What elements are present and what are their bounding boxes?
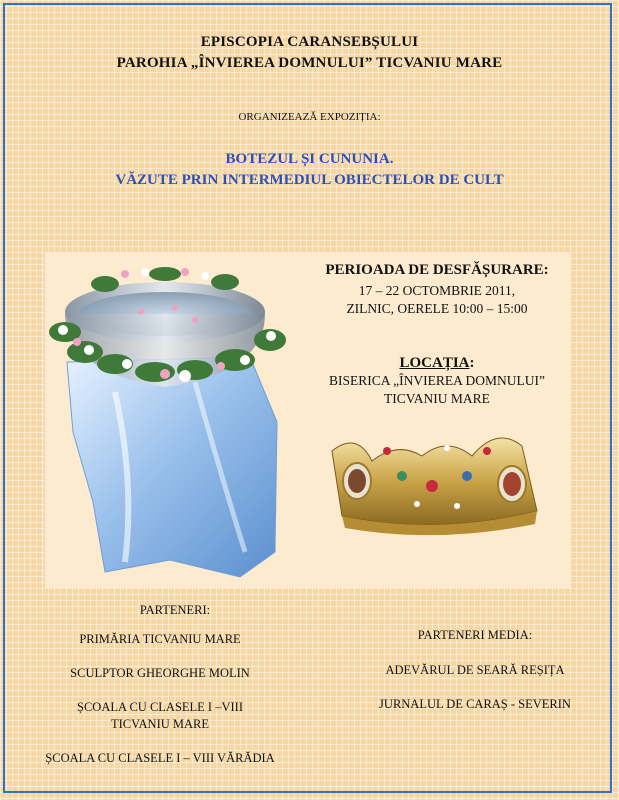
media-partner-item: JURNALUL DE CARAȘ - SEVERIN xyxy=(379,697,571,711)
baptismal-font-image xyxy=(45,252,295,588)
period-heading: PERIOADA DE DESFĂȘURARE: xyxy=(325,262,549,278)
exhibition-title-line2: VĂZUTE PRIN INTERMEDIUL OBIECTELOR DE CULT xyxy=(115,172,504,188)
header-parish: PAROHIA „ÎNVIEREA DOMNULUI” TICVANIU MARE xyxy=(116,55,503,71)
partner-item: TICVANIU MARE xyxy=(110,717,210,731)
media-partners-heading: PARTENERI MEDIA: xyxy=(417,628,533,642)
media-partner-item: ADEVĂRUL DE SEARĂ REȘIȚA xyxy=(385,663,565,677)
partner-item: PRIMĂRIA TICVANIU MARE xyxy=(79,632,241,646)
partner-item: SCULPTOR GHEORGHE MOLIN xyxy=(70,666,250,680)
location-village: TICVANIU MARE xyxy=(384,391,490,406)
location-heading: LOCAȚIA xyxy=(399,355,470,371)
partner-item: ȘCOALA CU CLASELE I –VIII xyxy=(77,700,243,714)
exhibition-title-line1: BOTEZUL ȘI CUNUNIA. xyxy=(225,151,394,167)
period-hours: ZILNIC, OERELE 10:00 – 15:00 xyxy=(346,301,528,316)
location-heading-line xyxy=(307,354,567,372)
partner-item: ȘCOALA CU CLASELE I – VIII VĂRĂDIA xyxy=(45,751,275,765)
organizes-label: ORGANIZEAZĂ EXPOZIȚIA: xyxy=(238,111,381,123)
header-diocese: EPISCOPIA CARANSEBȘULUI xyxy=(200,34,419,50)
location-colon: : xyxy=(469,355,475,371)
partners-heading: PARTENERI: xyxy=(139,603,211,617)
period-dates: 17 – 22 OCTOMBRIE 2011, xyxy=(358,283,516,298)
info-panel xyxy=(45,252,570,588)
wedding-crown-image xyxy=(327,416,547,536)
location-church: BISERICA „ÎNVIEREA DOMNULUI” xyxy=(329,373,545,388)
